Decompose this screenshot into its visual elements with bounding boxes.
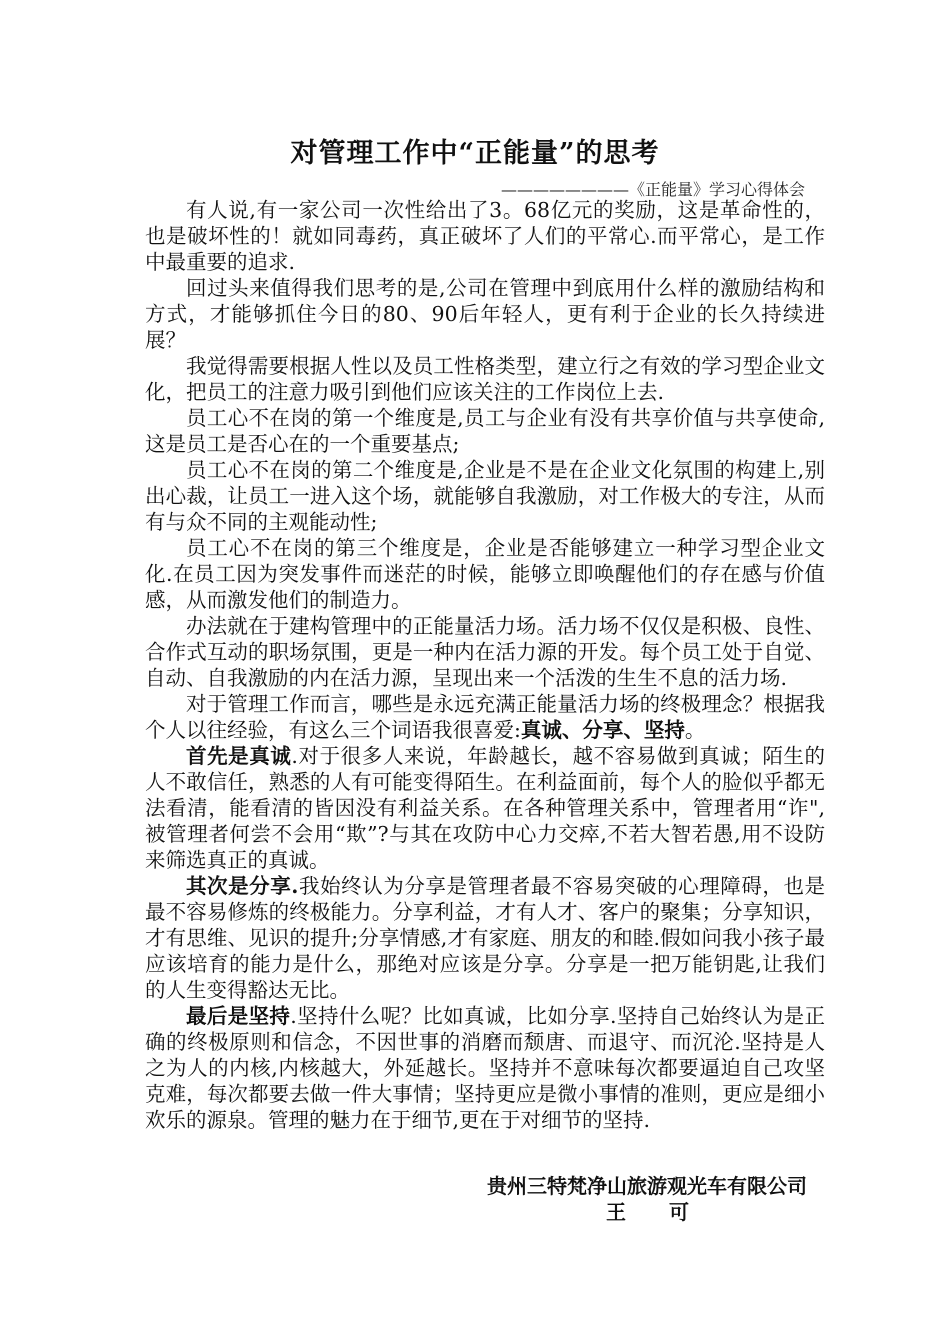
paragraph-6 <box>145 535 825 613</box>
lead-bold: 首先是真诚 <box>186 744 292 768</box>
author-name: 王 可 <box>606 1200 707 1224</box>
paragraph-text: 我始终认为分享是管理者最不容易突破的心理障碍，也是最不容易修炼的终极能力。分享利益，才有人才、客户的聚集；分享知识，才有思维、见识的提升;分享情感,才有家庭、朋友的和睦.假如问我小孩子最应该培育的能力是什么，那绝对应该是分享。分享是一把万能钥匙,让我们的人生变得豁达无比。 <box>145 874 826 1002</box>
paragraph-text: .坚持什么呢？比如真诚，比如分享.坚持自己始终认为是正确的终极原则和信念，不因世事的消磨而颓唐、而退守、而沉沦.坚持是人之为人的内核,内核越大，外延越长。坚持并不意味每次都要逼迫自己攻坚克难，每次都要去做一件大事情；坚持更应是微小事情的准则，更应是细小欢乐的源泉。管理的魅力在于细节,更在于对细节的坚持. <box>145 1004 826 1132</box>
paragraph-persistence <box>145 1003 825 1133</box>
company-name: 贵州三特梵净山旅游观光车有限公司 <box>487 1174 807 1198</box>
document-body <box>145 197 825 1133</box>
document-title: 对管理工作中“正能量”的思考 <box>290 138 660 169</box>
document-subtitle: ————————《正能量》学习心得体会 <box>500 180 805 199</box>
paragraph-3 <box>145 353 825 405</box>
paragraph-text: 我觉得需要根据人性以及员工性格类型，建立行之有效的学习型企业文化，把员工的注意力吸引到他们应该关注的工作岗位上去. <box>145 354 825 404</box>
paragraph-sharing <box>145 873 825 1003</box>
paragraph-7 <box>145 613 825 691</box>
paragraph-text: 对于管理工作而言，哪些是永远充满正能量活力场的终极理念？根据我个人以往经验，有这么三个词语我很喜爱: <box>145 692 825 742</box>
paragraph-1 <box>145 197 825 275</box>
paragraph-4 <box>145 405 825 457</box>
paragraph-5 <box>145 457 825 535</box>
paragraph-text: .对于很多人来说，年龄越长，越不容易做到真诚；陌生的人不敢信任，熟悉的人有可能变得陌生。在利益面前，每个人的脸似乎都无法看清，能看清的皆因没有利益关系。在各种管理关系中，管理者用“诈",被管理者何尝不会用“欺”?与其在攻防中心力交瘁,不若大智若愚,用不设防来筛选真正的真诚。 <box>145 744 826 872</box>
paragraph-text: 员工心不在岗的第三个维度是，企业是否能够建立一种学习型企业文化.在员工因为突发事件而迷茫的时候，能够立即唤醒他们的存在感与价值感，从而激发他们的制造力。 <box>145 536 825 612</box>
lead-bold: 最后是坚持 <box>186 1004 291 1028</box>
keywords-bold: 真诚、分享、坚持 <box>520 718 685 742</box>
paragraph-text: 办法就在于建构管理中的正能量活力场。活力场不仅仅是积极、良性、合作式互动的职场氛围，更是一种内在活力源的开发。每个员工处于自觉、自动、自我激励的内在活力源，呈现出来一个活泼的生生不息的活力场. <box>145 614 825 690</box>
paragraph-text: 员工心不在岗的第二个维度是,企业是不是在企业文化氛围的构建上,别出心裁，让员工一进入这个场，就能够自我激励，对工作极大的专注，从而有与众不同的主观能动性; <box>145 458 825 534</box>
lead-bold: 其次是分享. <box>186 874 299 898</box>
paragraph-sincerity <box>145 743 825 873</box>
paragraph-2 <box>145 275 825 353</box>
paragraph-text: 有人说,有一家公司一次性给出了3。68亿元的奖励，这是革命性的，也是破坏性的！就如同毒药，真正破坏了人们的平常心.而平常心，是工作中最重要的追求. <box>145 198 825 274</box>
paragraph-end: 。 <box>684 718 706 742</box>
paragraph-text: 员工心不在岗的第一个维度是,员工与企业有没有共享价值与共享使命,这是员工是否心在的一个重要基点; <box>145 406 825 456</box>
paragraph-text: 回过头来值得我们思考的是,公司在管理中到底用什么样的激励结构和方式，才能够抓住今日的80、90后年轻人，更有利于企业的长久持续进展？ <box>145 276 825 352</box>
paragraph-8 <box>145 691 825 743</box>
